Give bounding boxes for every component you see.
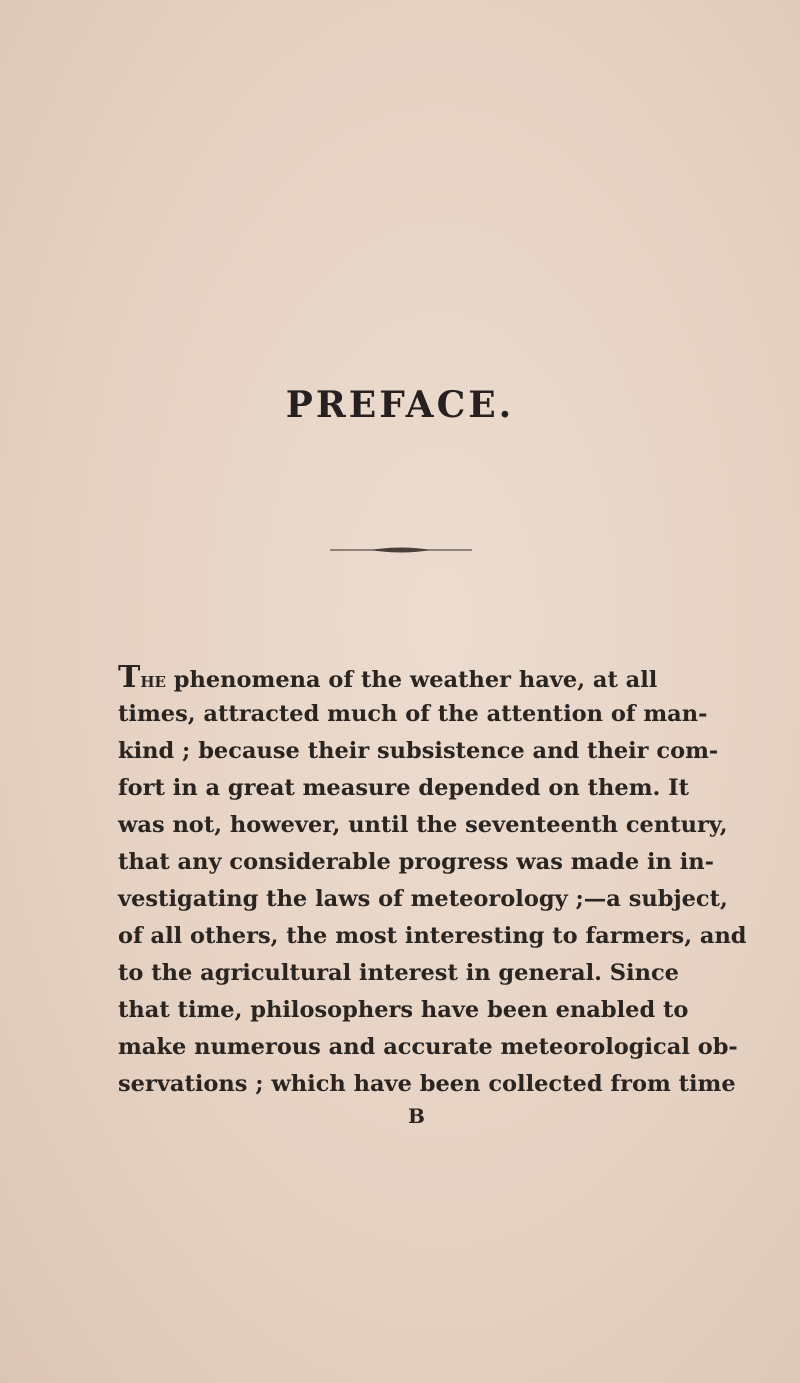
text-line-4: fort in a great measure depended on them. It	[118, 775, 690, 801]
first-line-rest: phenomena of the weather have, at all	[165, 667, 658, 693]
text-line-10: that time, philosophers have been enabled to	[118, 997, 689, 1023]
text-line-1	[118, 660, 658, 695]
text-line-11: make numerous and accurate meteorological ob-	[118, 1034, 738, 1060]
page-title: PREFACE.	[285, 384, 515, 426]
text-line-2: times, attracted much of the attention of man-	[118, 701, 708, 727]
text-line-3: kind ; because their subsistence and their com-	[118, 738, 719, 764]
text-line-6: that any considerable progress was made in in-	[118, 849, 714, 875]
dropcap-letter: T	[118, 660, 141, 695]
text-line-7: vestigating the laws of meteorology ;—a subject,	[118, 886, 728, 912]
text-line-8: of all others, the most interesting to farmers, and	[118, 923, 747, 949]
text-line-5: was not, however, until the seventeenth century,	[118, 812, 728, 838]
ornament-rule-icon	[326, 544, 476, 556]
text-line-12: servations ; which have been collected from time	[118, 1071, 736, 1097]
smallcaps-word: he	[140, 667, 166, 693]
signature-mark: B	[408, 1104, 425, 1128]
text-line-9: to the agricultural interest in general. Since	[118, 960, 679, 986]
